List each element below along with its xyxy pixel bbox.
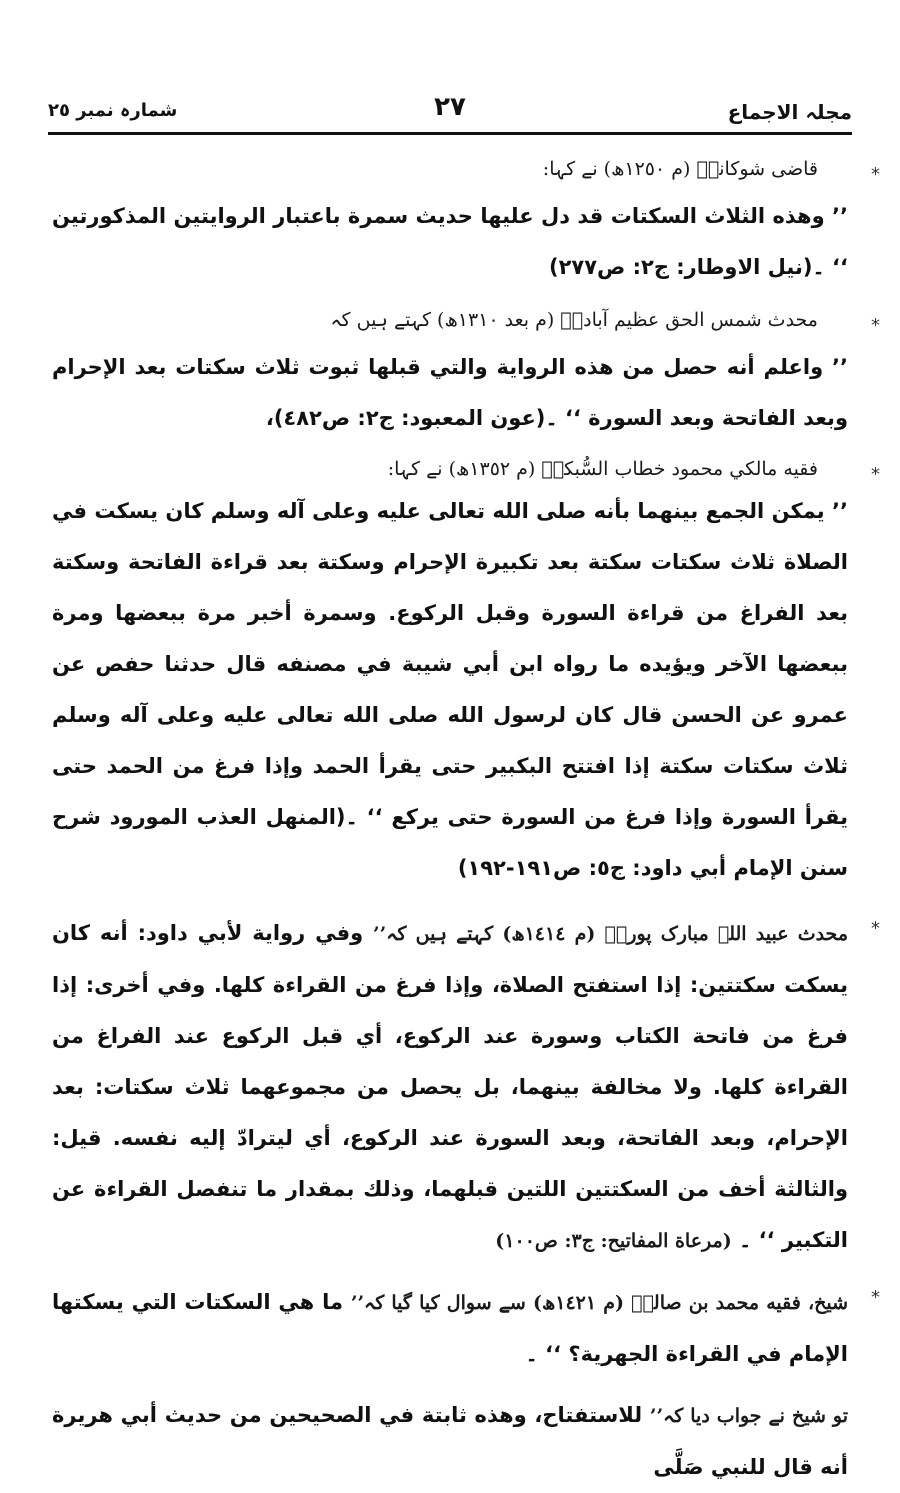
journal-title: مجلہ الاجماع [727,100,852,124]
sheikh-answer [52,1390,848,1493]
citation-intro: فقیه مالكي محمود خطاب السُّبكيؒ (م ١٣٥٢ھ) نے کہا: [387,457,818,480]
citation-shawkani [52,158,880,293]
citation-intro: شیخ، فقیه محمد بن صالحؒ (م ١٤٢١ھ) سے سوال کیا گیا کہ’’ [350,1292,849,1315]
bullet-marker: * [871,164,880,185]
citation-quote: ’’ واعلم أنه حصل من هذه الرواية والتي قبلها ثبوت ثلاث سكتات بعد الإحرام وبعد الفاتحة وبعد السورة ‘‘ ۔(عون المعبود: ج٢: ص٤٨٢)، [52,354,848,430]
bullet-marker: * [871,314,880,336]
citation-quote: وفي رواية لأبي داود: أنه كان يسكت سكتتين: إذا استفتح الصلاة، وإذا فرغ من القراءة كلها. وفي أخرى: إذا فرغ من فاتحة الكتاب وسورة عند الركوع، أي قبل الركوع عند الفراغ من القراءة كلها. ولا مخالفة بينهما، بل يحصل من مجموعهما ثلاث سكتات: بعد الإحرام، وبعد الفاتحة، وبعد السورة عند الركوع، أي ليترادّ إليه نفسه. قيل: والثالثة أخف من السكتتين اللتين قبلهما، وذلك بمقدار ما تنفصل القراءة عن التكبير ‘‘ ۔ [52,921,848,1253]
bullet-marker: * [871,463,880,485]
citation-subki [52,457,880,895]
citation-text [52,908,848,1267]
citation-intro: محدث شمس الحق عظیم آبادیؒ (م بعد ١٣١٠ھ) کہتے ہیں کہ [330,308,818,331]
page-number: ٢٧ [434,92,466,122]
page-header [48,92,852,135]
citation-intro: قاضی شوکانیؒ (م ١٢٥٠ھ) نے کہا: [542,158,818,180]
citation-mubarakpuri [52,908,880,1267]
citation-quote: ’’ يمكن الجمع بينهما بأنه صلى الله تعالى عليه وعلى آله وسلم كان يسكت في الصلاة ثلاث سكتات سكتة بعد تكبيرة الإحرام وسكتة بعد قراءة الفاتحة وسكتة بعد الفراغ من قراءة السورة وقبل الركوع. وسمرة أخبر مرة ببعضها ومرة ببعضها الآخر ويؤيده ما رواه ابن أبي شيبة في مصنفه قال حدثنا حفص عن عمرو عن الحسن قال كان لرسول الله صلى الله تعالى عليه وعلى آله وسلم ثلاث سكتات سكتة إذا افتتح البكبير حتى يقرأ الحمد وإذا فرغ من الحمد حتى يقرأ السورة وإذا فرغ من السورة حتى يركع ‘‘ ۔(المنهل العذب المورود شرح سنن الإمام أبي داود: ج٥: ص١٩١-١٩٢) [52,499,848,881]
answer-quote: للاستفتاح، وهذه ثابتة في الصحيحين من حديث أبي هريرة أنه قال للنبي صَلَّى [52,1403,848,1480]
answer-intro: تو شیخ نے جواب دیا کہ’’ [649,1405,848,1428]
citation-quote: ’’ وھذه الثلاث السكتات قد دل عليها حديث سمرة باعتبار الروايتين المذكورتين ‘‘ ۔(نيل الاوطار: ج٢: ص٢٧٧) [52,203,848,279]
citation-uthaymin [52,1277,880,1380]
bullet-marker: * [871,918,880,940]
citation-reference: (مرعاة المفاتيح: ج٣: ص١٠٠) [495,1230,732,1253]
bullet-marker: * [871,1287,880,1309]
answer-text [52,1390,848,1493]
citation-intro: محدث عبید اللہ مبارک پوریؒ (م ١٤١٤ھ) کہتے ہیں کہ’’ [373,923,848,946]
citation-azimabadi [52,308,880,444]
page-body [52,146,880,1493]
issue-number: شمارہ نمبر ٢٥ [48,100,178,121]
citation-text [52,1277,848,1380]
citation-quote: ما هي السكتات التي يسكتها الإمام في القراءة الجهرية؟ ‘‘ ۔ [52,1290,848,1367]
